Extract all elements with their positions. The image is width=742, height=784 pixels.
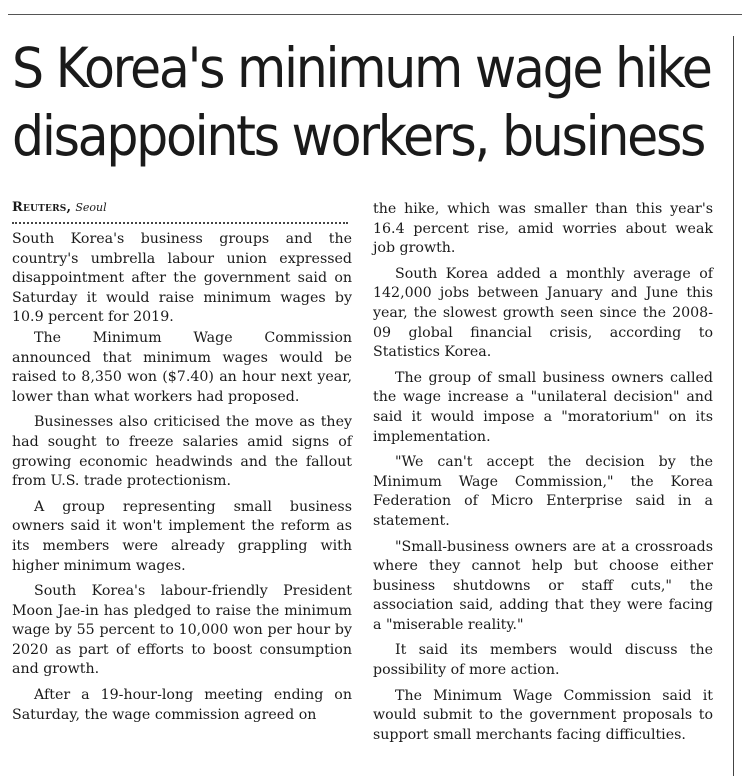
paragraph: South Korea added a monthly average of 142,000 jobs between January and June this year, the slowest growth seen since the 2008-09 global financial crisis, according to Statistics Korea. xyxy=(373,265,713,361)
paragraph: Businesses also criticised the move as they had sought to freeze salaries amid signs of growing economic headwinds and the fallout from U.S. trade protectionism. xyxy=(12,414,352,490)
paragraph: "We can't accept the decision by the Minimum Wage Commission," the Korea Federation of Micro Enterprise said in a statement. xyxy=(373,454,713,529)
paragraph: A group representing small business owners said it won't implement the reform as its members were already grappling with higher minimum wages. xyxy=(12,498,352,574)
paragraph: The group of small business owners called the wage increase a "unilateral decision" and said it would impose a "moratorium" on its implementation. xyxy=(373,369,713,445)
byline xyxy=(12,198,352,218)
article-column-left xyxy=(12,198,352,726)
paragraph: "Small-business owners are at a crossroads where they cannot help but choose either business shutdowns or staff cuts," the association said, adding that they were facing a "miserable reality." xyxy=(373,538,713,633)
top-rule xyxy=(8,14,742,15)
paragraph: South Korea's labour-friendly President Moon Jae-in has pledged to raise the minimum wage by 55 percent to 10,000 won per hour by 2020 as part of efforts to boost consumption and growth. xyxy=(12,583,352,678)
paragraph: The Minimum Wage Commission announced that minimum wages would be raised to 8,350 won ($7.40) an hour next year, lower than what workers had proposed. xyxy=(12,329,352,405)
article-column-right xyxy=(373,200,713,746)
headline-line-1: S Korea's minimum wage hike xyxy=(12,36,711,100)
paragraph: South Korea's business groups and the country's umbrella labour union expressed disappointment after the government said on Saturday it would raise minimum wages by 10.9 percent for 2019. xyxy=(12,231,352,326)
column-rule xyxy=(733,36,734,776)
paragraph: The Minimum Wage Commission said it would submit to the government proposals to support small merchants facing difficulties. xyxy=(373,687,713,743)
byline-place: Seoul xyxy=(75,201,107,214)
byline-agency: Reuters, xyxy=(12,200,72,215)
paragraph: It said its members would discuss the possibility of more action. xyxy=(373,642,713,679)
paragraph: After a 19-hour-long meeting ending on Saturday, the wage commission agreed on xyxy=(12,687,352,723)
paragraph: the hike, which was smaller than this year's 16.4 percent rise, amid worries about weak job growth. xyxy=(373,201,713,257)
headline xyxy=(12,34,711,170)
dotted-divider xyxy=(12,222,348,224)
headline-line-2: disappoints workers, business xyxy=(12,104,705,168)
